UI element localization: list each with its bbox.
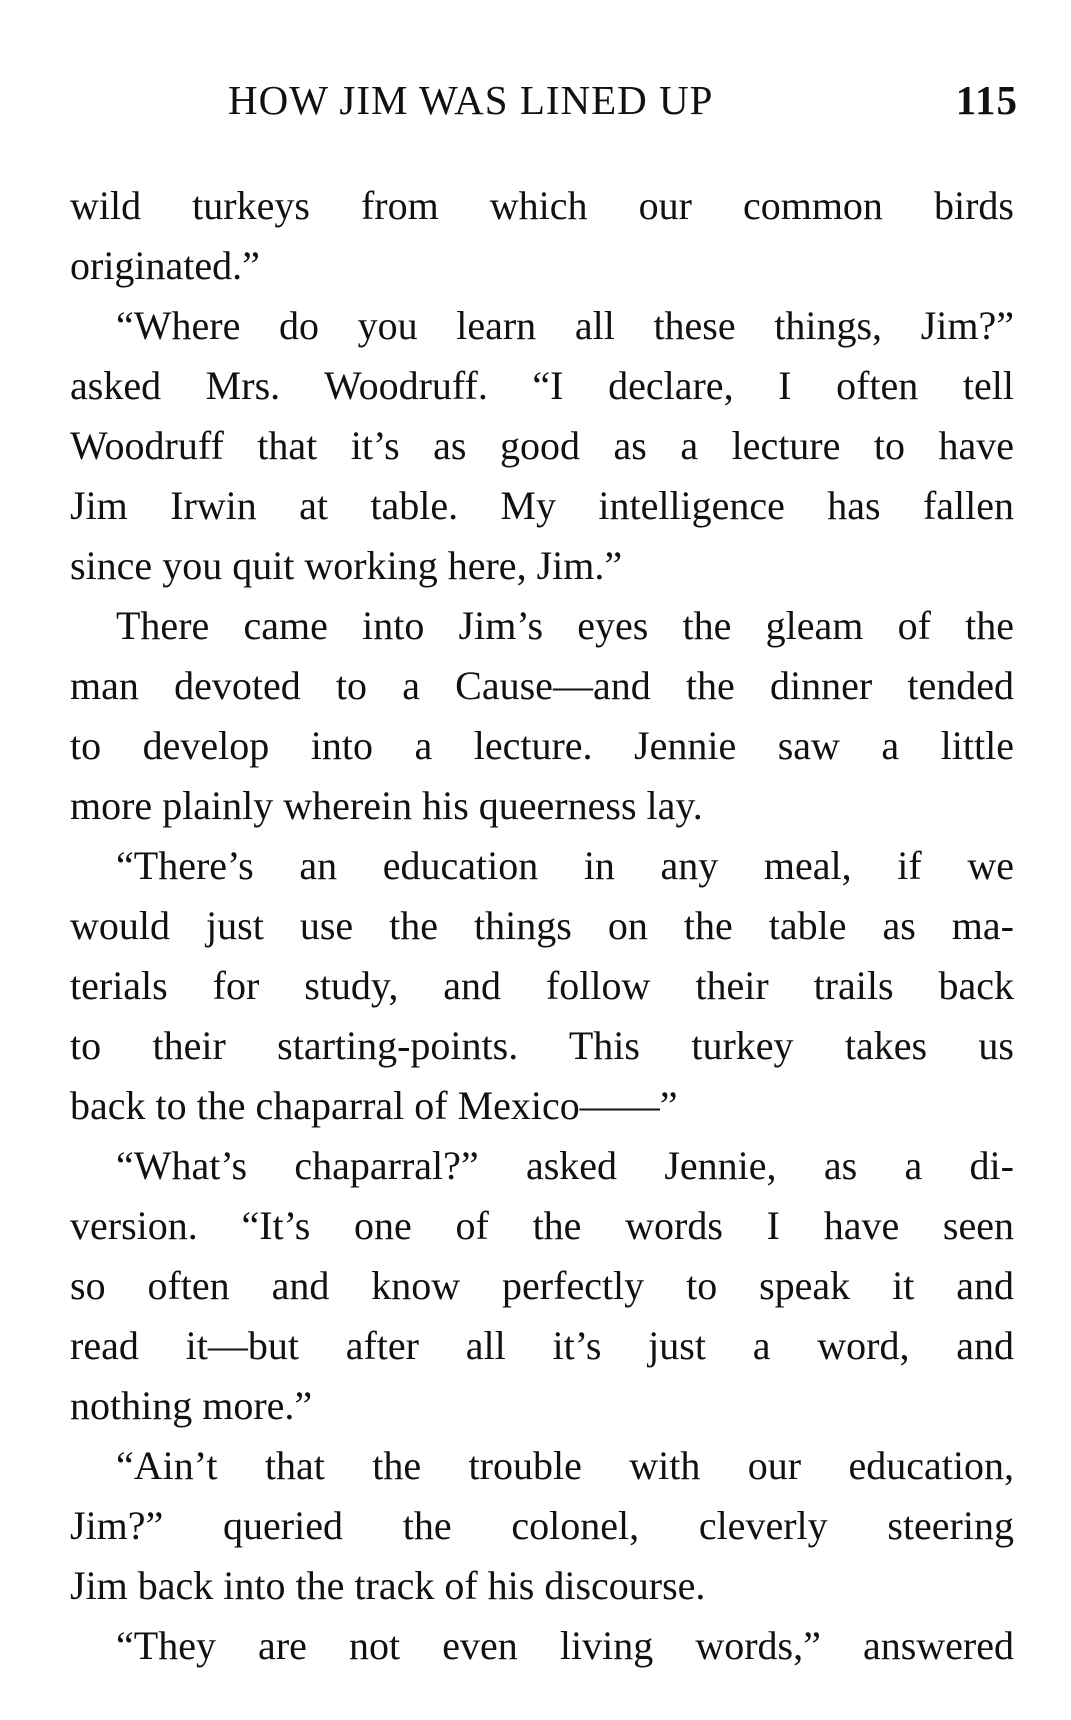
text-line: Jim?” queried the colonel, cleverly steering bbox=[70, 1503, 1014, 1548]
text-line: so often and know perfectly to speak it and bbox=[70, 1263, 1014, 1308]
text-line: version. “It’s one of the words I have seen bbox=[70, 1203, 1014, 1248]
text-line: originated.” bbox=[70, 243, 260, 288]
text-line: terials for study, and follow their trails back bbox=[70, 963, 1014, 1008]
running-title: HOW JIM WAS LINED UP bbox=[228, 77, 714, 123]
text-line: Jim back into the track of his discourse. bbox=[70, 1563, 706, 1608]
running-head bbox=[228, 72, 1018, 128]
body-text bbox=[70, 176, 1014, 1676]
text-line: There came into Jim’s eyes the gleam of the bbox=[116, 603, 1014, 648]
text-line: back to the chaparral of Mexico——” bbox=[70, 1083, 678, 1128]
text-line: Jim Irwin at table. My intelligence has fallen bbox=[70, 483, 1014, 528]
text-line: “What’s chaparral?” asked Jennie, as a di- bbox=[116, 1143, 1014, 1188]
text-line: read it—but after all it’s just a word, and bbox=[70, 1323, 1014, 1368]
text-line: would just use the things on the table as ma- bbox=[70, 903, 1014, 948]
text-line: “Ain’t that the trouble with our education, bbox=[116, 1443, 1014, 1488]
text-line: more plainly wherein his queerness lay. bbox=[70, 783, 703, 828]
text-line: Woodruff that it’s as good as a lecture to have bbox=[70, 423, 1014, 468]
page-number: 115 bbox=[955, 77, 1018, 123]
text-line: to their starting-points. This turkey takes us bbox=[70, 1023, 1014, 1068]
text-line: wild turkeys from which our common birds bbox=[70, 183, 1014, 228]
text-line: to develop into a lecture. Jennie saw a little bbox=[70, 723, 1014, 768]
text-line: “There’s an education in any meal, if we bbox=[116, 843, 1014, 888]
text-line: since you quit working here, Jim.” bbox=[70, 543, 623, 588]
text-line: asked Mrs. Woodruff. “I declare, I often tell bbox=[70, 363, 1014, 408]
text-line: “They are not even living words,” answered bbox=[116, 1623, 1014, 1668]
text-line: “Where do you learn all these things, Jim?” bbox=[116, 303, 1014, 348]
text-line: nothing more.” bbox=[70, 1383, 313, 1428]
text-line: man devoted to a Cause—and the dinner tended bbox=[70, 663, 1014, 708]
